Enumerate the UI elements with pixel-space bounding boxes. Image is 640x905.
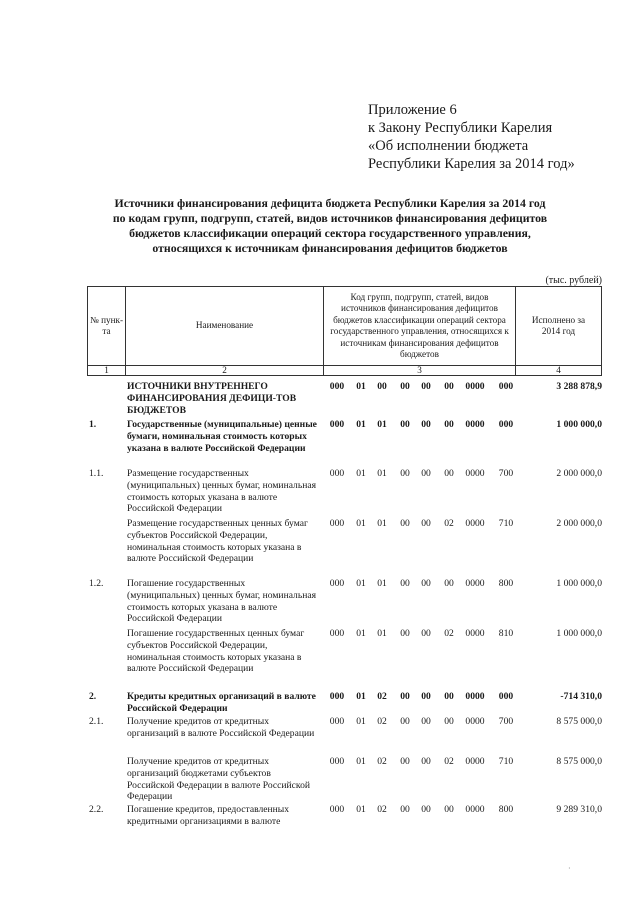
code-part: 01 — [356, 468, 366, 479]
code-part: 00 — [444, 804, 454, 815]
code-part: 00 — [421, 716, 431, 727]
title-line: относящихся к источникам финансирования дефицитов бюджетов — [152, 241, 508, 255]
code-part: 02 — [444, 756, 454, 767]
code-part: 00 — [444, 716, 454, 727]
code-part: 00 — [421, 804, 431, 815]
code-part: 800 — [498, 804, 514, 815]
code-part: 800 — [498, 578, 514, 589]
code-part: 710 — [498, 518, 514, 529]
code-part: 00 — [400, 419, 410, 430]
code-part: 00 — [400, 578, 410, 589]
row-amount: 2 000 000,0 — [556, 518, 602, 529]
title-line: Источники финансирования дефицита бюджета Республики Карелия за 2014 год — [114, 196, 546, 210]
code-part: 02 — [377, 756, 387, 767]
row-amount: 3 288 878,9 — [556, 381, 602, 392]
code-part: 01 — [377, 419, 387, 430]
row-name: Погашение кредитов, предоставленных кредитными организациями в валюте — [127, 804, 290, 827]
code-part: 00 — [421, 419, 431, 430]
header-number: № пунк-та — [90, 314, 124, 336]
row-number: 1.2. — [89, 578, 104, 589]
header-index: 3 — [417, 364, 422, 375]
row-number: 1.1. — [89, 468, 104, 479]
row-number: 2. — [89, 691, 97, 702]
code-part: 00 — [377, 381, 387, 392]
code-part: 00 — [400, 518, 410, 529]
code-part: 02 — [444, 628, 454, 639]
code-part: 00 — [421, 691, 431, 702]
code-part: 00 — [444, 468, 454, 479]
code-part: 01 — [356, 578, 366, 589]
header-code: Код групп, подгрупп, статей, видов источников финансирования дефицитов бюджетов классификации операций сектора государственного управления, относящихся к источникам финансирования дефицитов бюджетов — [330, 291, 509, 359]
title-line: по кодам групп, подгрупп, статей, видов источников финансирования дефицитов — [112, 211, 548, 225]
rule — [87, 375, 602, 376]
row-amount: 2 000 000,0 — [556, 468, 602, 479]
header-amount: Исполнено за 2014 год — [531, 314, 586, 336]
code-part: 000 — [329, 468, 345, 479]
code-part: 00 — [444, 419, 454, 430]
row-name: Погашение государственных (муниципальных) ценных бумаг, номинальная стоимость которых указана в валюте Российской Федерации — [127, 578, 317, 625]
code-part: 000 — [329, 628, 345, 639]
code-part: 01 — [356, 691, 366, 702]
row-amount: 1 000 000,0 — [556, 628, 602, 639]
code-part: 000 — [329, 804, 345, 815]
row-amount: 9 289 310,0 — [556, 804, 602, 815]
code-part: 00 — [421, 468, 431, 479]
code-part: 00 — [421, 756, 431, 767]
code-part: 01 — [356, 381, 366, 392]
code-part: 00 — [444, 578, 454, 589]
code-part: 000 — [329, 419, 345, 430]
code-part: 0000 — [465, 578, 485, 589]
appendix-line: Приложение 6 — [368, 102, 457, 118]
row-number: 2.1. — [89, 716, 104, 727]
code-part: 02 — [377, 691, 387, 702]
code-part: 00 — [400, 468, 410, 479]
row-name: Кредиты кредитных организаций в валюте Российской Федерации — [127, 691, 316, 714]
row-name: Погашение государственных ценных бумаг субъектов Российской Федерации, номинальная стоимость которых указана в валюте Российской Федерации — [127, 628, 305, 675]
code-part: 0000 — [465, 518, 485, 529]
code-part: 000 — [498, 419, 514, 430]
code-part: 00 — [400, 804, 410, 815]
row-amount: 8 575 000,0 — [556, 716, 602, 727]
code-part: 02 — [377, 716, 387, 727]
title-line: бюджетов классификации операций сектора государственного управления, — [129, 226, 531, 240]
code-part: 01 — [356, 518, 366, 529]
row-amount: 1 000 000,0 — [556, 419, 602, 430]
appendix-block — [368, 101, 628, 173]
row-name: Размещение государственных ценных бумаг субъектов Российской Федерации, номинальная стоимость которых указана в валюте Российской Федерации — [127, 518, 308, 565]
code-part: 01 — [377, 628, 387, 639]
code-part: 00 — [400, 716, 410, 727]
code-part: 0000 — [465, 628, 485, 639]
code-part: 000 — [329, 578, 345, 589]
code-part: 0000 — [465, 756, 485, 767]
units-label: (тыс. рублей) — [545, 275, 602, 286]
header-name: Наименование — [195, 320, 254, 331]
row-name: ИСТОЧНИКИ ВНУТРЕННЕГО ФИНАНСИРОВАНИЯ ДЕФИЦИ-ТОВ БЮДЖЕТОВ — [127, 381, 297, 416]
appendix-line: к Закону Республики Карелия — [368, 120, 553, 136]
row-name: Размещение государственных (муниципальных) ценных бумаг, номинальная стоимость которых указана в валюте Российской Федерации — [127, 468, 317, 515]
row-name: Получение кредитов от кредитных организаций в валюте Российской Федерации — [127, 716, 315, 739]
code-part: 000 — [498, 691, 514, 702]
code-part: 01 — [356, 419, 366, 430]
code-part: 00 — [400, 381, 410, 392]
code-part: 700 — [498, 468, 514, 479]
table-header — [87, 286, 602, 376]
row-number: 2.2. — [89, 804, 104, 815]
code-part: 000 — [498, 381, 514, 392]
code-part: 01 — [377, 578, 387, 589]
code-part: 00 — [400, 756, 410, 767]
code-part: 00 — [400, 691, 410, 702]
header-index: 1 — [104, 364, 109, 375]
code-part: 01 — [356, 804, 366, 815]
code-part: 01 — [377, 518, 387, 529]
code-part: 0000 — [465, 804, 485, 815]
code-part: 000 — [329, 756, 345, 767]
code-part: 01 — [377, 468, 387, 479]
row-amount: 8 575 000,0 — [556, 756, 602, 767]
code-part: 01 — [356, 628, 366, 639]
code-part: 000 — [329, 518, 345, 529]
code-part: 810 — [498, 628, 514, 639]
code-part: 00 — [444, 381, 454, 392]
code-part: 710 — [498, 756, 514, 767]
code-part: 00 — [421, 381, 431, 392]
code-part: 01 — [356, 716, 366, 727]
scan-mark: · — [568, 864, 571, 873]
code-part: 00 — [421, 628, 431, 639]
code-part: 00 — [400, 628, 410, 639]
code-part: 000 — [329, 381, 345, 392]
code-part: 0000 — [465, 691, 485, 702]
code-part: 0000 — [465, 419, 485, 430]
code-part: 000 — [329, 716, 345, 727]
code-part: 700 — [498, 716, 514, 727]
row-name: Получение кредитов от кредитных организаций бюджетами субъектов Российской Федерации в валюте Российской Федерации — [127, 756, 311, 803]
code-part: 01 — [356, 756, 366, 767]
rule — [601, 286, 602, 376]
code-part: 0000 — [465, 716, 485, 727]
code-part: 02 — [377, 804, 387, 815]
code-part: 00 — [444, 691, 454, 702]
code-part: 000 — [329, 691, 345, 702]
row-amount: 1 000 000,0 — [556, 578, 602, 589]
row-name: Государственные (муниципальные) ценные бумаги, номинальная стоимость которых указана в валюте Российской Федерации — [127, 419, 317, 454]
code-part: 0000 — [465, 468, 485, 479]
header-index: 4 — [556, 364, 561, 375]
row-amount: -714 310,0 — [560, 691, 602, 702]
row-number: 1. — [89, 419, 97, 430]
appendix-line: Республики Карелия за 2014 год» — [368, 156, 575, 172]
code-part: 02 — [444, 518, 454, 529]
code-part: 0000 — [465, 381, 485, 392]
code-part: 00 — [421, 518, 431, 529]
header-index: 2 — [222, 364, 227, 375]
appendix-line: «Об исполнении бюджета — [368, 138, 529, 154]
document-title — [80, 196, 580, 256]
code-part: 00 — [421, 578, 431, 589]
